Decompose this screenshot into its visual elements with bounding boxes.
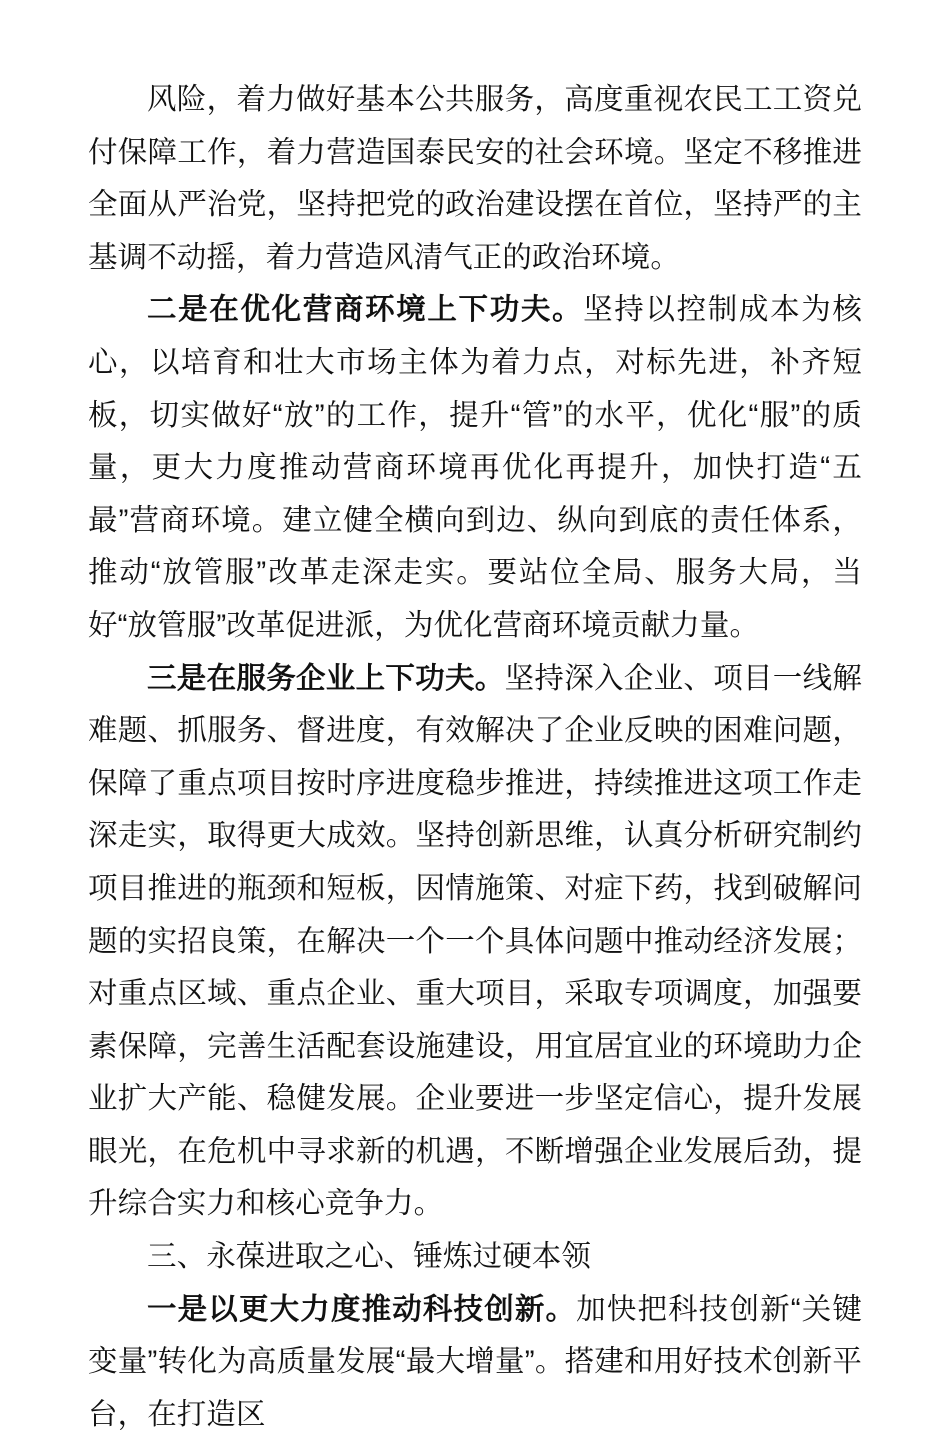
paragraph-continuation-risk [88,74,862,284]
paragraph-bold-lead: 一是以更大力度推动科技创新。 [147,1292,577,1326]
paragraph-body: 加快把科技创新“关键变量”转化为高质量发展“最大增量”。搭建和用好技术创新平台，在打造区 [88,1292,862,1431]
paragraph-bold-lead: 二是在优化营商环境上下功夫。 [147,293,584,327]
paragraph-sci-tech-innovation [88,1284,862,1441]
paragraph-body: 坚持深入企业、项目一线解难题、抓服务、督进度，有效解决了企业反映的困难问题，保障了重点项目按时序进度稳步推进，持续推进这项工作走深走实，取得更大成效。坚持创新思维，认真分析研究制约项目推进的瓶颈和短板，因情施策、对症下药，找到破解问题的实招良策，在解决一个一个具体问题中推动经济发展；对重点区域、重点企业、重大项目，采取专项调度，加强要素保障，完善生活配套设施建设，用宜居宜业的环境助力企业扩大产能、稳健发展。企业要进一步坚定信心，提升发展眼光，在危机中寻求新的机遇，不断增强企业发展后劲，提升综合实力和核心竞争力。 [88,661,863,1221]
section-heading-three [88,1231,862,1284]
paragraph-serving-enterprises [88,653,862,1232]
paragraph-bold-lead: 三是在服务企业上下功夫。 [147,661,505,695]
paragraph-business-environment [88,284,862,652]
document-text-column [88,74,862,1441]
section-heading-text: 三、永葆进取之心、锤炼过硬本领 [147,1240,592,1274]
paragraph-body: 坚持以控制成本为核心，以培育和壮大市场主体为着力点，对标先进，补齐短板，切实做好“放”的工作，提升“管”的水平，优化“服”的质量，更大力度推动营商环境再优化再提升，加快打造“五最”营商环境。建立健全横向到边、纵向到底的责任体系，推动“放管服”改革走深走实。要站位全局、服务大局，当好“放管服”改革促进派，为优化营商环境贡献力量。 [88,293,862,642]
paragraph-body: 风险，着力做好基本公共服务，高度重视农民工工资兑付保障工作，着力营造国泰民安的社会环境。坚定不移推进全面从严治党，坚持把党的政治建设摆在首位，坚持严的主基调不动摇，着力营造风清气正的政治环境。 [88,83,862,274]
